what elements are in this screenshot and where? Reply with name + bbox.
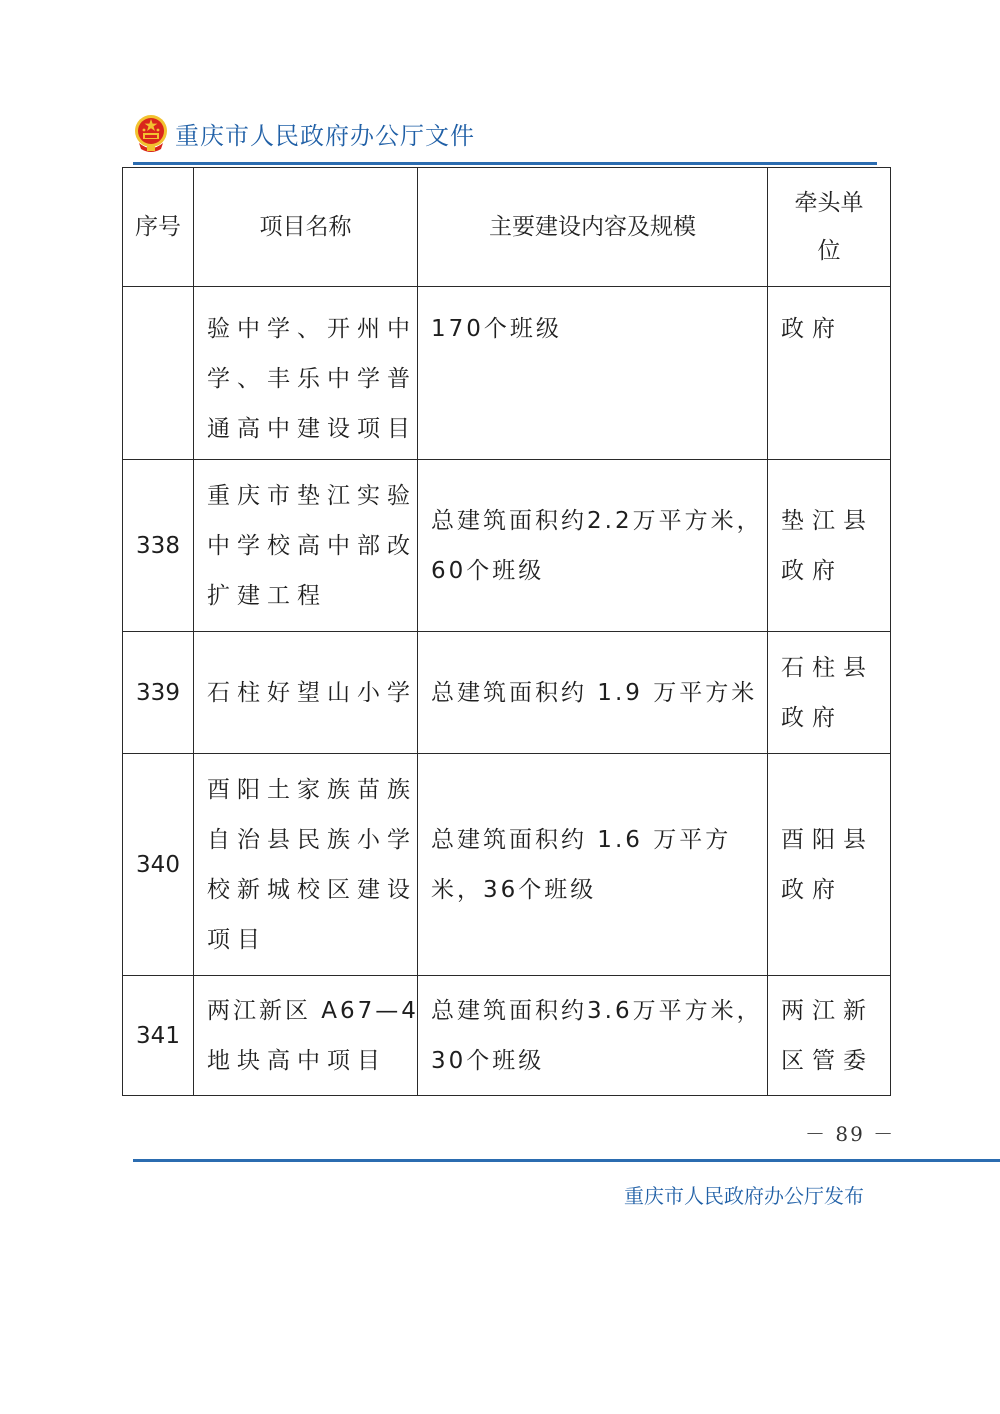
table-row [123,460,891,632]
row-lead-line: 酉阳县 [781,826,874,853]
header-divider [133,162,877,165]
row-lead-line: 区管委 [781,1047,874,1074]
row-content-line: 米，36个班级 [431,876,597,903]
footer-divider [133,1159,1000,1162]
header-no: 序号 [123,168,194,287]
row-no: 339 [123,632,194,754]
row-lead [768,632,891,754]
table-row [123,976,891,1096]
row-name [194,287,418,460]
row-content-line: 170个班级 [431,316,562,342]
header-content: 主要建设内容及规模 [418,168,768,287]
row-name-line: 地块高中项目 [207,1047,387,1074]
row-lead [768,287,891,460]
header-lead-line: 牵头单 [794,190,864,216]
row-name-line: 验中学、开州中 [207,316,417,342]
row-content [418,460,768,632]
row-lead-line: 两江新 [781,997,874,1024]
row-no [123,287,194,460]
header-title: 重庆市人民政府办公厅文件 [175,121,475,150]
national-emblem-icon [133,113,169,153]
header-name: 项目名称 [194,168,418,287]
row-content-line: 总建筑面积约 1.6 万平方 [431,826,732,853]
row-name-line: 自治县民族小学 [207,826,417,853]
row-lead [768,754,891,976]
row-name-line: 项目 [207,926,267,953]
row-name-line: 学、丰乐中学普 [207,366,417,392]
document-header [133,108,475,158]
row-name-line: 两江新区 A67—4 [207,997,419,1024]
row-name [194,754,418,976]
table-header-row [123,168,891,287]
row-content [418,754,768,976]
project-table [122,167,891,1096]
row-name [194,460,418,632]
header-lead-line: 位 [817,238,841,264]
row-content-line: 30个班级 [431,1047,545,1074]
row-lead-line: 政府 [781,704,843,731]
row-content [418,632,768,754]
page-number: － 89 － [805,1122,896,1146]
header-lead [768,168,891,287]
row-content-line: 60个班级 [431,557,545,584]
row-name-line: 通高中建设项目 [207,416,417,442]
row-name-line: 重庆市垫江实验 [207,482,417,509]
row-lead-line: 政府 [781,316,843,342]
row-name-line: 石柱好望山小学 [207,679,417,706]
row-no: 340 [123,754,194,976]
row-lead-line: 垫江县 [781,507,874,534]
row-content-line: 总建筑面积约 1.9 万平方米 [431,679,758,706]
row-lead [768,460,891,632]
row-name [194,976,418,1096]
row-lead-line: 政府 [781,557,843,584]
row-name-line: 校新城校区建设 [207,876,417,903]
table-row [123,287,891,460]
row-content [418,976,768,1096]
row-content-line: 总建筑面积约2.2万平方米， [431,507,763,534]
row-name-line: 扩建工程 [207,582,327,609]
table-row [123,754,891,976]
row-lead-line: 政府 [781,876,843,903]
row-name [194,632,418,754]
row-lead [768,976,891,1096]
row-lead-line: 石柱县 [781,654,874,681]
footer-publisher: 重庆市人民政府办公厅发布 [624,1184,864,1208]
table-row [123,632,891,754]
row-content-line: 总建筑面积约3.6万平方米， [431,997,763,1024]
row-no: 338 [123,460,194,632]
row-name-line: 酉阳土家族苗族 [207,776,417,803]
row-content [418,287,768,460]
row-no: 341 [123,976,194,1096]
row-name-line: 中学校高中部改 [207,532,417,559]
